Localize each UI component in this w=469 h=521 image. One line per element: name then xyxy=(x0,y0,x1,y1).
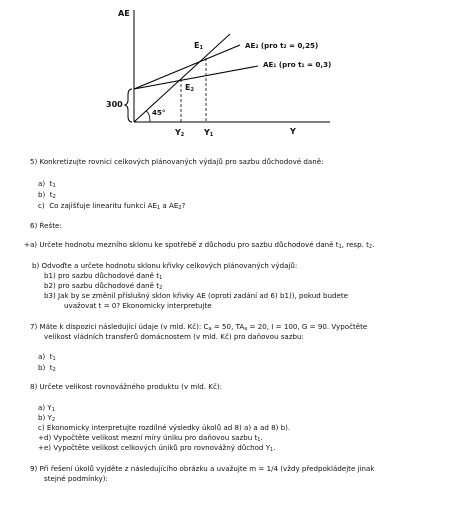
q6-text: 6) Řešte: xyxy=(30,221,62,230)
q6-b: b) Odvoďte a určete hodnotu sklonu křivky celkových plánovaných výdajů: xyxy=(32,261,298,270)
q5-b: b) $t_2$ xyxy=(38,190,56,200)
intercept-brace xyxy=(125,89,132,122)
angle-label: 45° xyxy=(152,108,166,117)
y-axis-label: AE xyxy=(118,9,130,18)
q7-b: b) $t_2$ xyxy=(38,363,56,373)
x-axis-label: Y xyxy=(290,127,296,136)
ae-diagram xyxy=(0,0,469,150)
q6-b2: b2) pro sazbu důchodové daně $t_2$ xyxy=(44,281,163,291)
intercept-label: 300 xyxy=(106,100,123,109)
line-45-degree xyxy=(134,34,230,122)
q6-b1: b1) pro sazbu důchodové daně $t_1$ xyxy=(44,271,163,281)
line-ae2-label: AE₂ (pro t₂ = 0,25) xyxy=(245,41,319,50)
q8-d: +d) Vypočtěte velikost mezní míry úniku pro daňovou sazbu $t_1$. xyxy=(38,433,263,443)
q6-b3-line2: uvažovat t = 0? Ekonomicky interpretujte xyxy=(64,301,212,310)
q8-text: 8) Určete velikost rovnovážného produktu (v mld. Kč): xyxy=(30,382,223,391)
q8-c: c) Ekonomicky interpretujte rozdílné výsledky úkolů ad 8) a) a ad 8) b). xyxy=(38,423,291,432)
q7-a: a) $t_1$ xyxy=(38,352,56,362)
q8-b: b) $Y_2$ xyxy=(38,413,56,423)
point-e1-label: $E_1$ xyxy=(194,41,203,51)
q5-text: 5) Konkretizujte rovnici celkových plánovaných výdajů pro sazbu důchodové daně: xyxy=(30,157,324,166)
tick-y2-label: $Y_2$ xyxy=(175,128,185,138)
angle-arc xyxy=(146,111,150,122)
q6-a: +a) Určete hodnotu mezního sklonu ke spotřebě z důchodu pro sazbu důchodové daně $t_1$, resp. $t_2$. xyxy=(24,240,375,250)
q5-c: c) Co zajišťuje linearitu funkcí $AE_1$ a $AE_2$? xyxy=(38,201,186,211)
q7-line1: 7) Máte k dispozici následující údaje (v mld. Kč): $C_a = 50$, $TA_a = 20$, I = 100, G = 90. Vypočtěte xyxy=(30,322,368,332)
q8-a: a) $Y_1$ xyxy=(38,403,55,413)
q9-line2: stejné podmínky): xyxy=(44,474,108,483)
q8-e: +e) Vypočtěte velikost celkových úniků pro rovnovážný důchod $Y_1$. xyxy=(38,443,276,453)
q9-line1: 9) Při řešení úkolů vyjděte z následujícího obrázku a uvažujte m = 1/4 (vždy předpokládejte jinak xyxy=(30,464,375,473)
q5-a: a) $t_1$ xyxy=(38,179,56,189)
line-ae1-label: AE₁ (pro t₁ = 0,3) xyxy=(263,60,332,69)
point-e2-label: $E_2$ xyxy=(185,83,194,93)
line-ae1 xyxy=(134,66,258,89)
tick-y1-label: $Y_1$ xyxy=(204,128,214,138)
q7-line2: velikost vládních transferů domácnostem (v mld. Kč) pro daňovou sazbu: xyxy=(44,332,304,341)
q6-b3-line1: b3) Jak by se změnil příslušný sklon křivky AE (oproti zadání ad 6) b1)), pokud budete xyxy=(44,291,349,300)
